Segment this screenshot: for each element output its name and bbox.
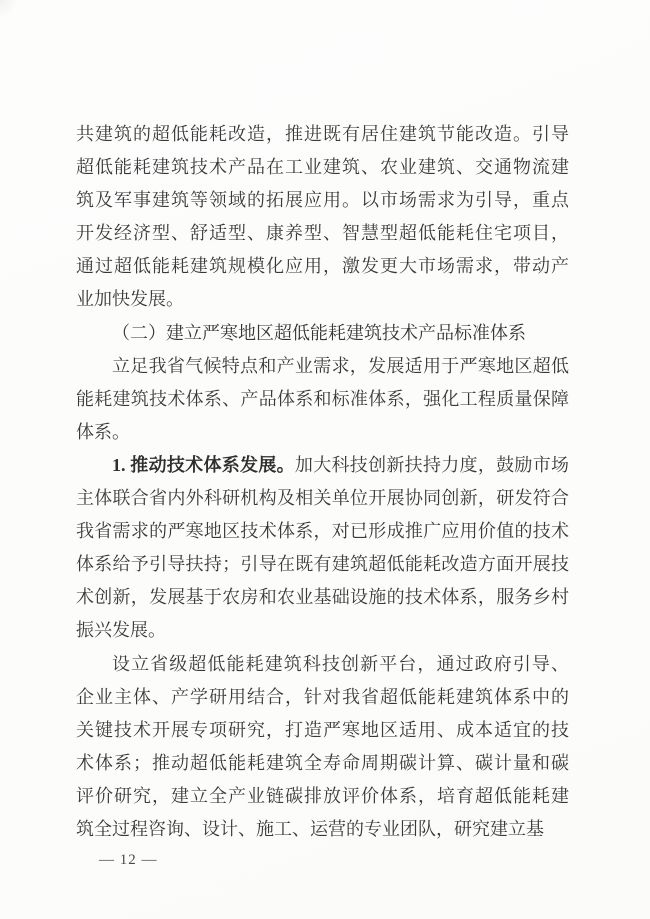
page-number-text: — 12 —: [99, 852, 158, 868]
text-line: 体系。: [76, 421, 130, 442]
text-line: 开发经济型、舒适型、康养型、智慧型超低能耗住宅项目，: [76, 223, 569, 244]
section-heading-line: （二）建立严寒地区超低能耗建筑技术产品标准体系: [112, 322, 526, 343]
text-line: 术体系；推动超低能耗建筑全寿命周期碳计算、碳计量和碳: [76, 752, 569, 773]
paragraph: [76, 350, 569, 449]
text-line: 筑全过程咨询、设计、施工、运营的专业团队，研究建立基: [76, 818, 544, 839]
paragraph: [76, 449, 569, 648]
text-line: 术创新，发展基于农房和农业基础设施的技术体系，服务乡村: [76, 587, 569, 608]
section-heading: [76, 317, 569, 350]
paragraph: [76, 118, 569, 317]
text-line: 设立省级超低能耗建筑科技创新平台，通过政府引导、: [112, 653, 569, 674]
page-content: [76, 118, 569, 846]
numbered-item-lead: 1. 推动技术体系发展。: [112, 454, 295, 475]
text-line: 通过超低能耗建筑规模化应用，激发更大市场需求，带动产: [76, 256, 569, 277]
page-number: [99, 851, 158, 869]
text-line: 振兴发展。: [76, 620, 166, 641]
text-line: 体系给予引导扶持；引导在既有建筑超低能耗改造方面开展技: [76, 554, 569, 575]
paragraph: [76, 648, 569, 847]
text-line: 立足我省气候特点和产业需求，发展适用于严寒地区超低: [112, 355, 569, 376]
text-line: 业加快发展。: [76, 289, 184, 310]
text-line: 筑及军事建筑等领域的拓展应用。以市场需求为引导，重点: [76, 190, 569, 211]
text-line: 关键技术开展专项研究，打造严寒地区适用、成本适宜的技: [76, 719, 569, 740]
text-line: 企业主体、产学研用结合，针对我省超低能耗建筑体系中的: [76, 686, 569, 707]
text-line: 共建筑的超低能耗改造，推进既有居住建筑节能改造。引导: [76, 124, 569, 144]
text-line: 1. 推动技术体系发展。加大科技创新扶持力度，鼓励市场: [112, 454, 570, 475]
text-line: 能耗建筑技术体系、产品体系和标准体系，强化工程质量保障: [76, 388, 569, 409]
text-line: 主体联合省内外科研机构及相关单位开展协同创新，研发符合: [76, 488, 569, 509]
text-line: 超低能耗建筑技术产品在工业建筑、农业建筑、交通物流建: [76, 157, 569, 178]
text-line: 我省需求的严寒地区技术体系，对已形成推广应用价值的技术: [76, 521, 569, 542]
text-line: 评价研究，建立全产业链碳排放评价体系，培育超低能耗建: [76, 785, 569, 806]
